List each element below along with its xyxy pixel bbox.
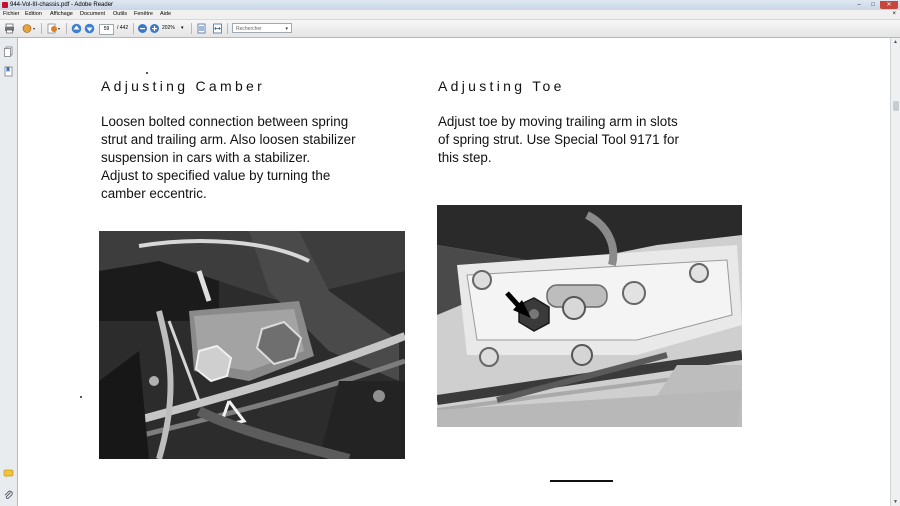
camber-adjustment-photo xyxy=(99,231,405,459)
scan-speck xyxy=(80,396,82,398)
camber-line: strut and trailing arm. Also loosen stabilizer xyxy=(101,132,356,147)
page-up-icon[interactable] xyxy=(71,23,82,34)
attachments-icon[interactable] xyxy=(3,488,14,499)
menu-document[interactable]: Document xyxy=(80,11,106,17)
chevron-down-icon[interactable]: ▾ xyxy=(181,25,184,31)
camber-line: suspension in cars with a stabilizer. xyxy=(101,150,311,165)
chevron-down-icon[interactable]: ▾ xyxy=(285,26,288,32)
toe-line: of spring strut. Use Special Tool 9171 for xyxy=(438,132,679,147)
toolbar-separator xyxy=(227,23,228,34)
toe-line: this step. xyxy=(438,150,492,165)
toolbar-separator xyxy=(41,23,42,34)
print-icon[interactable] xyxy=(4,23,15,34)
camber-line: camber eccentric. xyxy=(101,186,207,201)
toe-instructions xyxy=(438,113,679,167)
menu-aide[interactable]: Aide xyxy=(160,11,172,17)
scrollbar-thumb[interactable] xyxy=(893,101,899,111)
toolbar-separator xyxy=(133,23,134,34)
camber-line: Adjust to specified value by turning the xyxy=(101,168,331,183)
close-button[interactable]: ✕ xyxy=(880,1,898,9)
document-close-button[interactable]: × xyxy=(892,11,896,17)
scan-speck xyxy=(146,72,148,74)
menu-outils[interactable]: Outils xyxy=(113,11,128,17)
bookmarks-panel-icon[interactable] xyxy=(3,64,14,75)
minimize-button[interactable]: – xyxy=(857,2,861,8)
toolbar xyxy=(0,20,900,38)
camber-line: Loosen bolted connection between spring xyxy=(101,114,349,129)
fit-page-icon[interactable] xyxy=(196,23,207,34)
maximize-button[interactable]: □ xyxy=(871,2,875,8)
search-placeholder: Rechercher xyxy=(236,26,262,32)
menu-fenetre[interactable]: Fenêtre xyxy=(134,11,153,17)
toe-heading: Adjusting Toe xyxy=(438,78,565,94)
window-title: 944-Vol-III-chassis.pdf - Adobe Reader xyxy=(10,2,114,8)
search-input[interactable] xyxy=(232,23,292,33)
zoom-in-icon[interactable] xyxy=(149,23,160,34)
camber-instructions xyxy=(101,113,356,203)
document-page[interactable] xyxy=(18,38,890,506)
page-down-icon[interactable] xyxy=(84,23,95,34)
scroll-down-icon[interactable]: ▼ xyxy=(893,499,898,505)
page-setup-icon[interactable] xyxy=(22,23,36,34)
comments-icon[interactable] xyxy=(3,466,14,477)
toe-adjustment-photo xyxy=(437,205,742,427)
toe-line: Adjust toe by moving trailing arm in slots xyxy=(438,114,678,129)
zoom-level-select[interactable]: 202% xyxy=(162,25,175,31)
menu-fichier[interactable]: Fichier xyxy=(3,11,20,17)
page-total: / 442 xyxy=(117,25,129,31)
page-number-input[interactable]: 59 xyxy=(99,24,114,35)
create-icon[interactable] xyxy=(47,23,61,34)
scroll-up-icon[interactable]: ▲ xyxy=(893,39,898,45)
page-footer-rule xyxy=(550,480,613,482)
menu-bar xyxy=(0,10,900,20)
menu-affichage[interactable]: Affichage xyxy=(50,11,73,17)
title-bar xyxy=(0,0,900,10)
vertical-scrollbar[interactable] xyxy=(890,38,900,506)
toolbar-separator xyxy=(191,23,192,34)
navigation-pane xyxy=(0,38,18,506)
adobe-reader-icon xyxy=(2,2,8,8)
pages-panel-icon[interactable] xyxy=(3,44,14,55)
fit-width-icon[interactable] xyxy=(212,23,223,34)
camber-heading: Adjusting Camber xyxy=(101,78,266,94)
menu-edition[interactable]: Edition xyxy=(25,11,42,17)
toolbar-separator xyxy=(66,23,67,34)
zoom-out-icon[interactable] xyxy=(137,23,148,34)
